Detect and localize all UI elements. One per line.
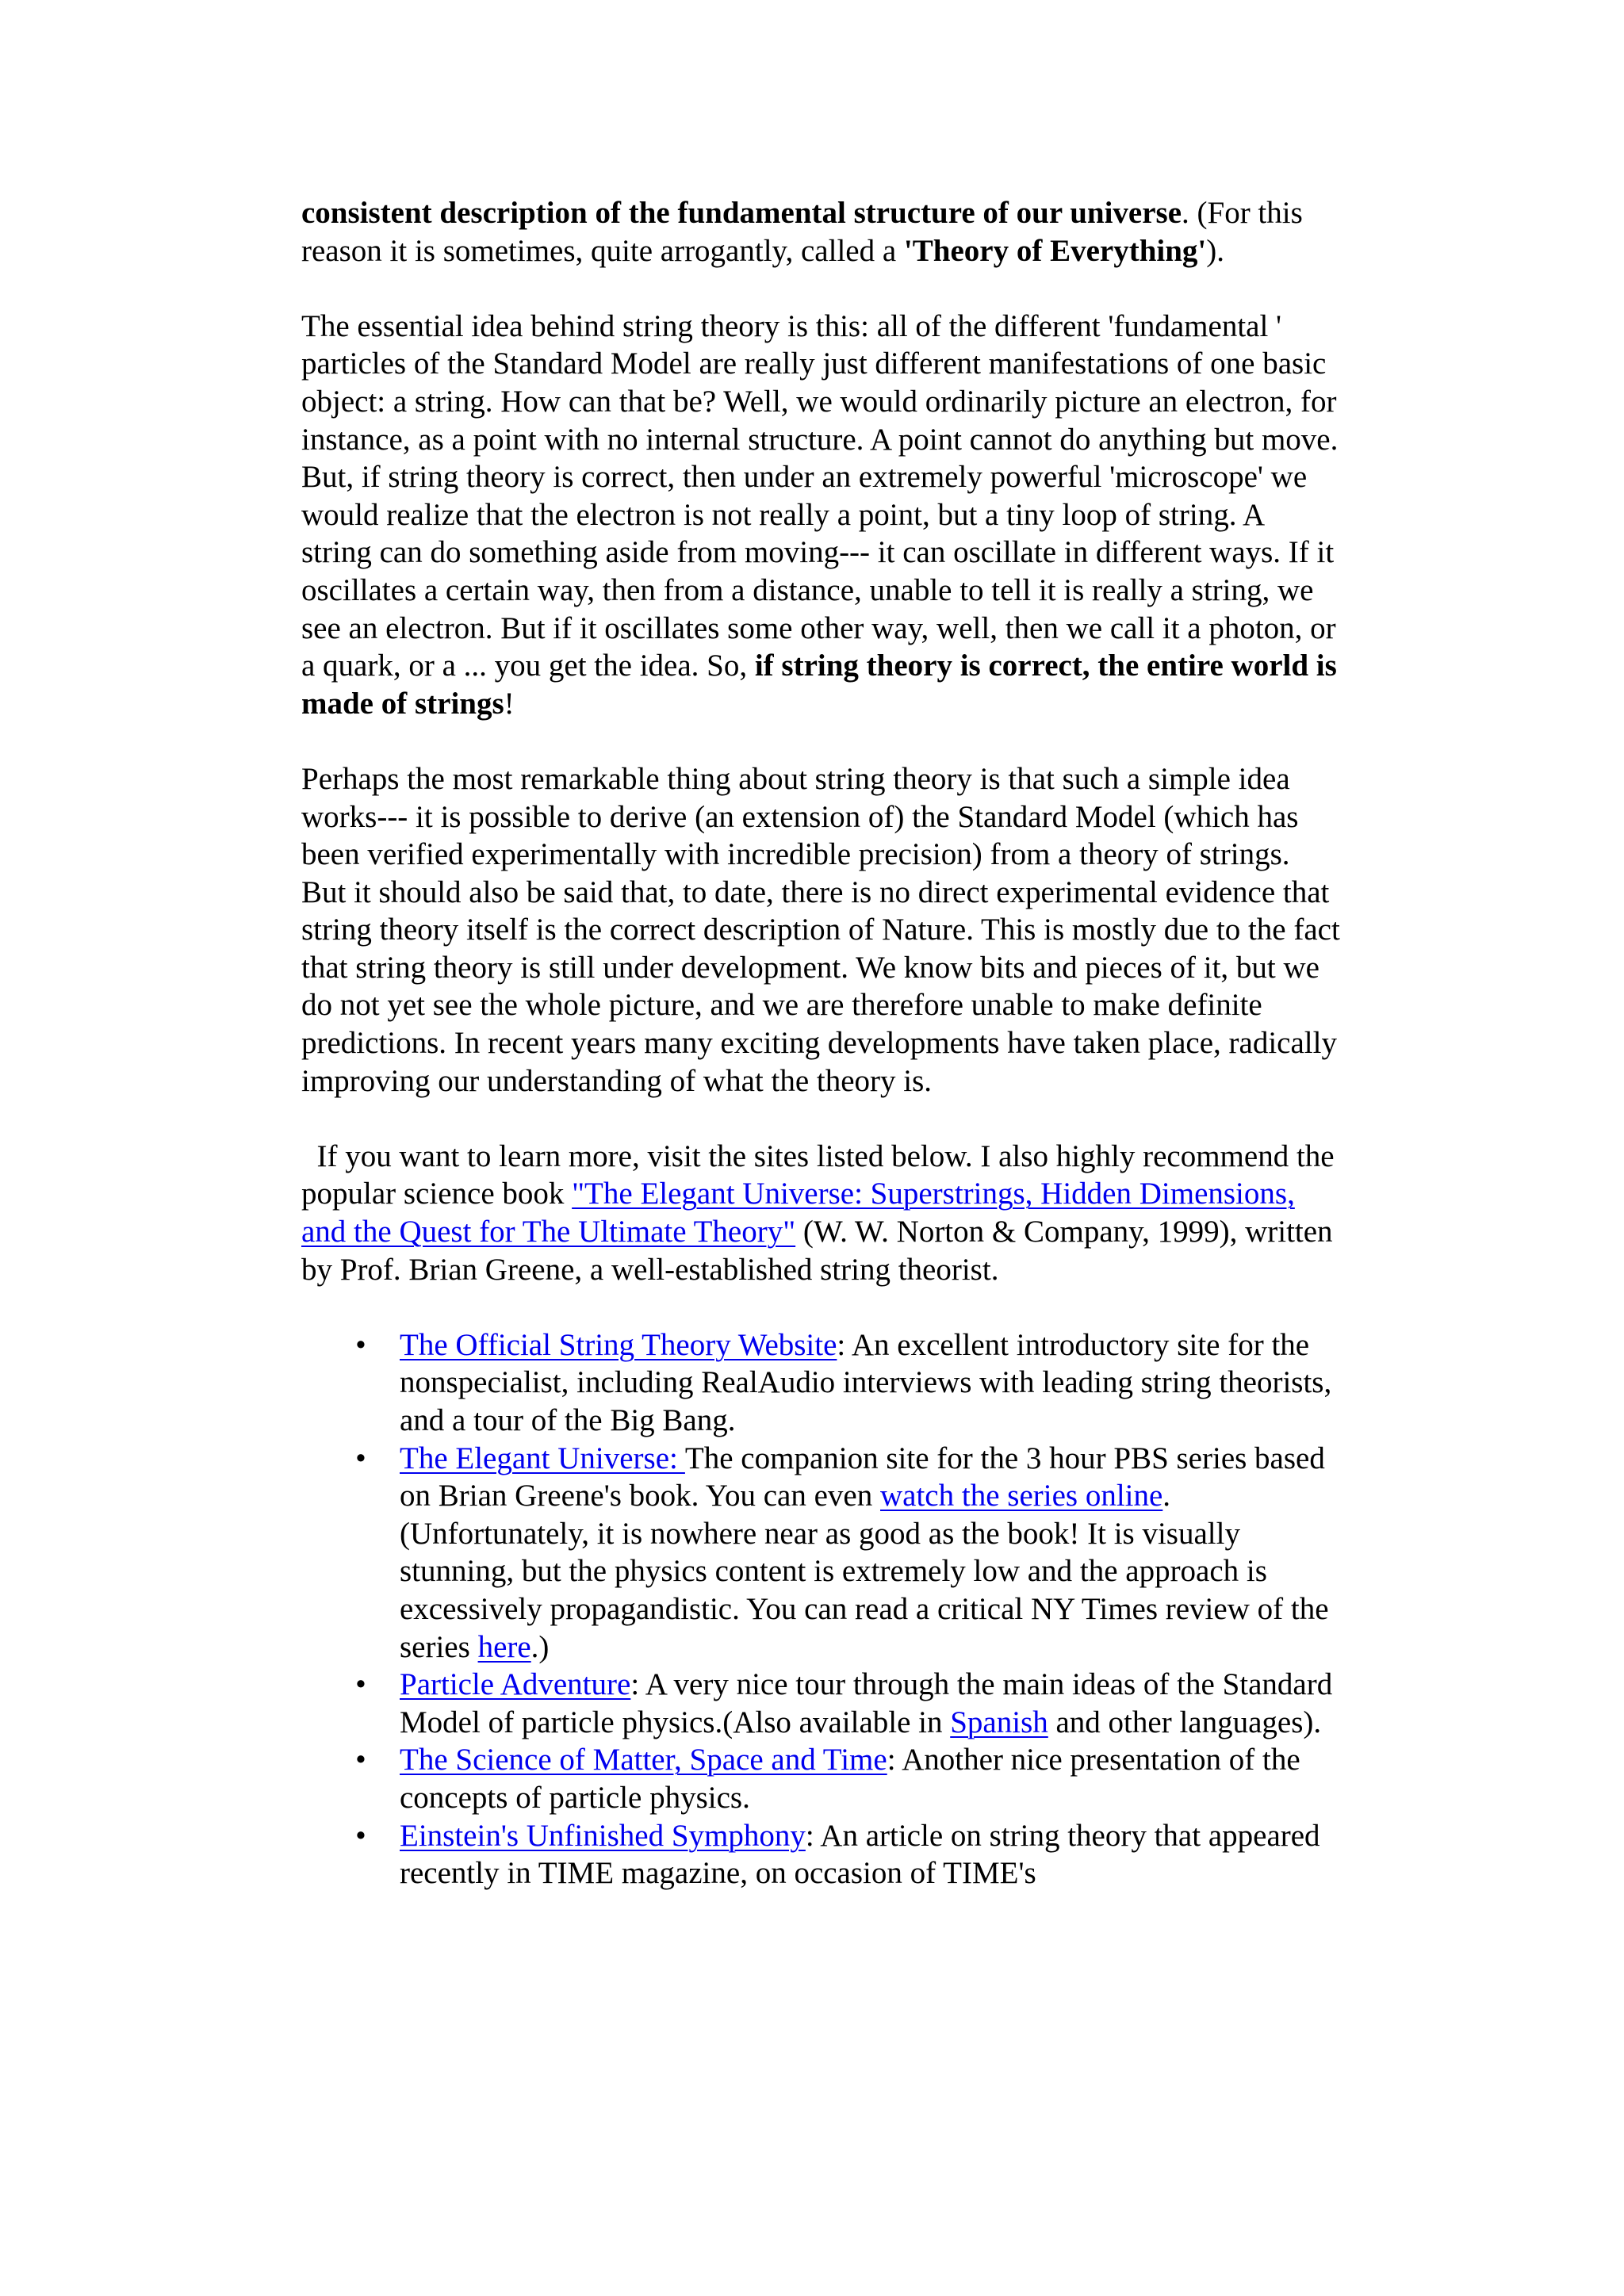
list-item	[301, 1666, 1340, 1741]
link-einsteins-unfinished-symphony[interactable]: Einstein's Unfinished Symphony	[400, 1818, 806, 1853]
bullet-icon: •	[355, 1327, 366, 1362]
paragraph-learn-more	[301, 1138, 1340, 1288]
bullet-icon: •	[355, 1743, 366, 1777]
text-run: : An article on string theory that appeared recently in TIME magazine, on occasion of TIME's	[400, 1818, 1320, 1891]
bold-phrase: 'Theory of Everything'	[903, 233, 1207, 268]
link-science-of-matter[interactable]: The Science of Matter, Space and Time	[400, 1743, 887, 1777]
text-run: .)	[530, 1629, 550, 1664]
text-run: The essential idea behind string theory is this: all of the different 'fundamental ' particles of the Standard Model are really just different manifestations of one basic object: a string. How can that be? Well, we would ordinarily picture an electron, for instance, as a point with no internal structure. A point cannot do anything but move. But, if string theory is correct, then under an extremely powerful 'microscope' we would realize that the electron is not really a point, but a tiny loop of string. A string can do something aside from moving--- it can oscillate in different ways. If it oscillates a certain way, then from a distance, unable to tell it is really a string, we see an electron. But if it oscillates some other way, well, then we call it a photon, or a quark, or a ... you get the idea. So,	[301, 308, 1339, 683]
bold-phrase: consistent description of the fundamental structure of our universe	[301, 196, 1182, 230]
list-item	[301, 1326, 1340, 1440]
paragraph-theory-of-everything	[301, 194, 1340, 270]
paragraph-essential-idea	[301, 308, 1340, 723]
text-run: . (Unfortunately, it is nowhere near as good as the book! It is visually stunning, but the physics content is extremely low and the approach is excessively propagandistic. You can read a critical NY Times review of the series	[400, 1479, 1329, 1664]
list-item	[301, 1440, 1340, 1667]
text-run: The companion site for the 3 hour PBS series based on Brian Greene's book. You can even	[400, 1441, 1325, 1513]
document-page	[301, 194, 1340, 1892]
list-item	[301, 1817, 1340, 1892]
text-run: and other languages).	[1048, 1705, 1322, 1739]
text-run: : A very nice tour through the main ideas of the Standard Model of particle physics.(Also available in	[400, 1667, 1333, 1739]
link-elegant-universe-pbs[interactable]: The Elegant Universe:	[400, 1441, 685, 1475]
bullet-icon: •	[355, 1667, 366, 1702]
text-run: Perhaps the most remarkable thing about string theory is that such a simple idea works--- it is possible to derive (an extension of) the Standard Model (which has been verified experimentally with incredible precision) from a theory of strings. But it should also be said that, to date, there is no direct experimental evidence that string theory itself is the correct description of Nature. This is mostly due to the fact that string theory is still under development. We know bits and pieces of it, but we do not yet see the whole picture, and we are therefore unable to make definite predictions. In recent years many exciting developments have taken place, radically improving our understanding of what the theory is.	[301, 761, 1340, 1098]
bullet-icon: •	[355, 1818, 366, 1853]
text-run: . (For this reason it is sometimes, quite arrogantly, called a	[301, 196, 1303, 268]
paragraph-remarkable-thing	[301, 760, 1340, 1100]
text-run: ).	[1206, 233, 1224, 268]
text-run: : An excellent introductory site for the nonspecialist, including RealAudio interviews with leading string theorists, and a tour of the Big Bang.	[400, 1327, 1332, 1437]
text-run: If you want to learn more, visit the sites listed below. I also highly recommend the popular science book	[301, 1138, 1335, 1211]
text-run: (W. W. Norton & Company, 1999), written by Prof. Brian Greene, a well-established string theorist.	[301, 1215, 1333, 1287]
link-spanish[interactable]: Spanish	[950, 1705, 1048, 1739]
bullet-icon: •	[355, 1441, 366, 1475]
link-particle-adventure[interactable]: Particle Adventure	[400, 1667, 631, 1702]
link-nytimes-review[interactable]: here	[477, 1629, 531, 1664]
bold-phrase: if string theory is correct, the entire world is made of strings	[301, 649, 1337, 721]
link-watch-series-online[interactable]: watch the series online	[880, 1479, 1163, 1513]
link-list	[301, 1326, 1340, 1892]
list-item	[301, 1741, 1340, 1816]
text-run: : Another nice presentation of the concepts of particle physics.	[400, 1743, 1300, 1815]
link-official-string-theory[interactable]: The Official String Theory Website	[400, 1327, 837, 1362]
link-elegant-universe-book[interactable]: "The Elegant Universe: Superstrings, Hidden Dimensions, and the Quest for The Ultimate Theory"	[301, 1177, 1295, 1249]
text-run: !	[504, 686, 515, 721]
